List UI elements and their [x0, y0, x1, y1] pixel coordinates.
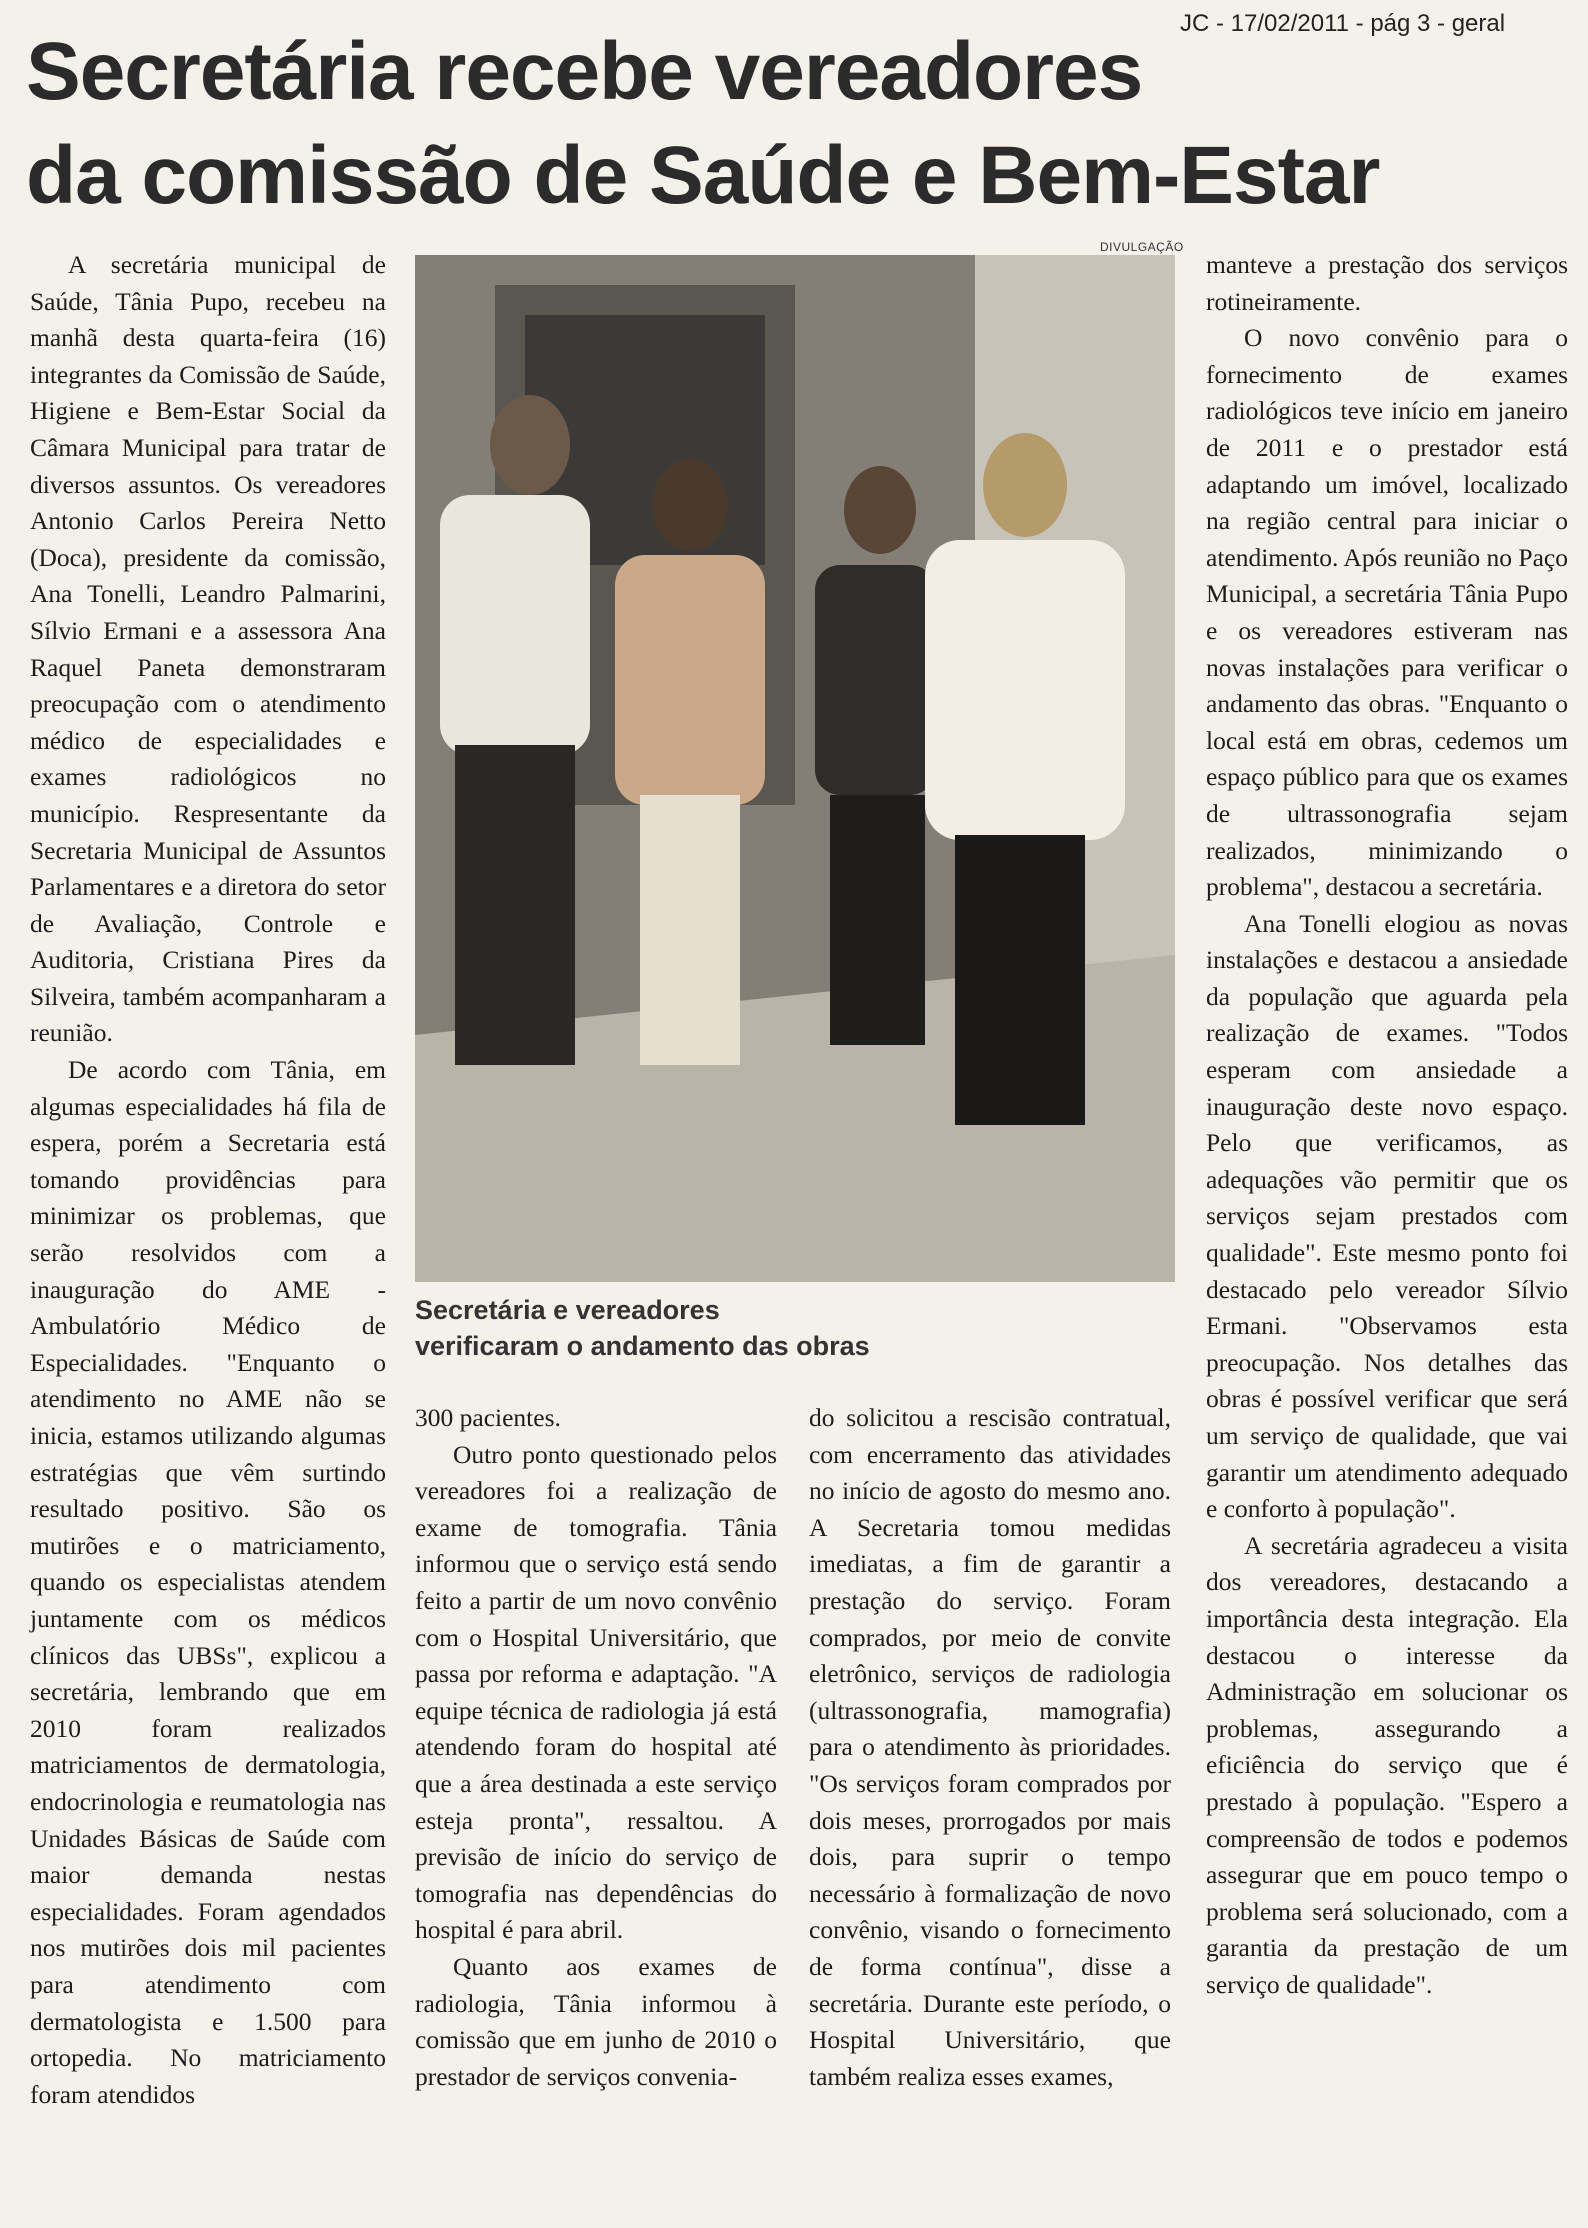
- paragraph: O novo convênio para o fornecimento de exames radiológicos teve início em janeiro de 2011 e o prestador está adaptando um imóvel, localizado na região central para iniciar o atendimento. Após reunião no Paço Municipal, a secretária Tânia Pupo e os vereadores estiveram nas novas instalações para verificar o andamento das obras. "Enquanto o local está em obras, cedemos um espaço público para que os exames de ultrassonografia sejam realizados, minimizando o problema", destacou a secretária.: [1206, 323, 1568, 902]
- photo-credit: DIVULGAÇÃO: [1100, 240, 1184, 254]
- paragraph: manteve a prestação dos serviços rotineiramente.: [1206, 250, 1568, 316]
- article-column-2: [415, 1400, 777, 2095]
- caption-line-2: verificaram o andamento das obras: [415, 1331, 870, 1361]
- article-column-1: [30, 247, 386, 2113]
- paragraph: A secretária municipal de Saúde, Tânia Pupo, recebeu na manhã desta quarta-feira (16) integrantes da Comissão de Saúde, Higiene e Bem-Estar Social da Câmara Municipal para tratar de diversos assuntos. Os vereadores Antonio Carlos Pereira Netto (Doca), presidente da comissão, Ana Tonelli, Leandro Palmarini, Sílvio Ermani e a assessora Ana Raquel Paneta demonstraram preocupação com o atendimento médico de especialidades e exames radiológicos no município. Respresentante da Secretaria Municipal de Assuntos Parlamentares e a diretora do setor de Avaliação, Controle e Auditoria, Cristiana Pires da Silveira, também acompanharam a reunião.: [30, 250, 386, 1048]
- paragraph: De acordo com Tânia, em algumas especialidades há fila de espera, porém a Secretaria está tomando providências para minimizar os problemas, que serão resolvidos com a inauguração do AME - Ambulatório Médico de Especialidades. "Enquanto o atendimento no AME não se inicia, estamos utilizando algumas estratégias que vêm surtindo resultado positivo. São os mutirões e o matriciamento, quando os especialistas atendem juntamente com os médicos clínicos das UBSs", explicou a secretária, lembrando que em 2010 foram realizados matriciamentos de dermatologia, endocrinologia e reumatologia nas Unidades Básicas de Saúde com maior demanda nestas especialidades. Foram agendados nos mutirões dois mil pacientes para atendimento com dermatologista e 1.500 para ortopedia. No matriciamento foram atendidos: [30, 1055, 386, 2109]
- page-header: JC - 17/02/2011 - pág 3 - geral: [1180, 10, 1506, 37]
- headline-line-1: Secretária recebe vereadores: [26, 26, 1143, 117]
- article-column-3: [809, 1400, 1171, 2095]
- paragraph: Quanto aos exames de radiologia, Tânia informou à comissão que em junho de 2010 o prestador de serviços convenia-: [415, 1951, 777, 2091]
- photo-illustration: [415, 255, 1175, 1282]
- paragraph: Ana Tonelli elogiou as novas instalações e destacou a ansiedade da população que aguarda pela realização de exames. "Todos esperam com ansiedade a inauguração deste novo espaço. Pelo que verificamos, as adequações vão permitir que os serviços sejam prestados com qualidade". Este mesmo ponto foi destacado pelo vereador Sílvio Ermani. "Observamos esta preocupação. Nos detalhes das obras é possível verificar que será um serviço de qualidade, que vai garantir um atendimento adequado e conforto à população".: [1206, 908, 1568, 1524]
- article-photo: [415, 255, 1175, 1282]
- paragraph: Outro ponto questionado pelos vereadores foi a realização de exame de tomografia. Tânia informou que o serviço está sendo feito a partir de um novo convênio com o Hospital Universitário, que passa por reforma e adaptação. "A equipe técnica de radiologia já está atendendo foram do hospital até que a área destinada a este serviço esteja pronta", ressaltou. A previsão de início do serviço de tomografia nas dependências do hospital é para abril.: [415, 1439, 777, 1945]
- paragraph: A secretária agradeceu a visita dos vereadores, destacando a importância desta integração. Ela destacou o interesse da Administração em solucionar os problemas, assegurando a eficiência do serviço que é prestado à população. "Espero a compreensão de todos e podemos assegurar que em pouco tempo o problema será solucionado, com a garantia da prestação de um serviço de qualidade".: [1206, 1530, 1568, 1999]
- caption-line-1: Secretária e vereadores: [415, 1295, 720, 1325]
- headline: [26, 20, 1566, 228]
- article-column-4: [1206, 247, 1568, 2004]
- headline-line-2: da comissão de Saúde e Bem-Estar: [26, 130, 1380, 221]
- paragraph: do solicitou a rescisão contratual, com encerramento das atividades no início de agosto do mesmo ano. A Secretaria tomou medidas imediatas, a fim de garantir a prestação do serviço. Foram comprados, por meio de convite eletrônico, serviços de radiologia (ultrassonografia, mamografia) para o atendimento às prioridades. "Os serviços foram comprados por dois meses, prorrogados por mais dois, para suprir o tempo necessário à formalização de novo convênio, visando o fornecimento de forma contínua", disse a secretária. Durante este período, o Hospital Universitário, que também realiza esses exames,: [809, 1403, 1171, 2091]
- paragraph: 300 pacientes.: [415, 1403, 561, 1432]
- photo-caption: [415, 1292, 1175, 1364]
